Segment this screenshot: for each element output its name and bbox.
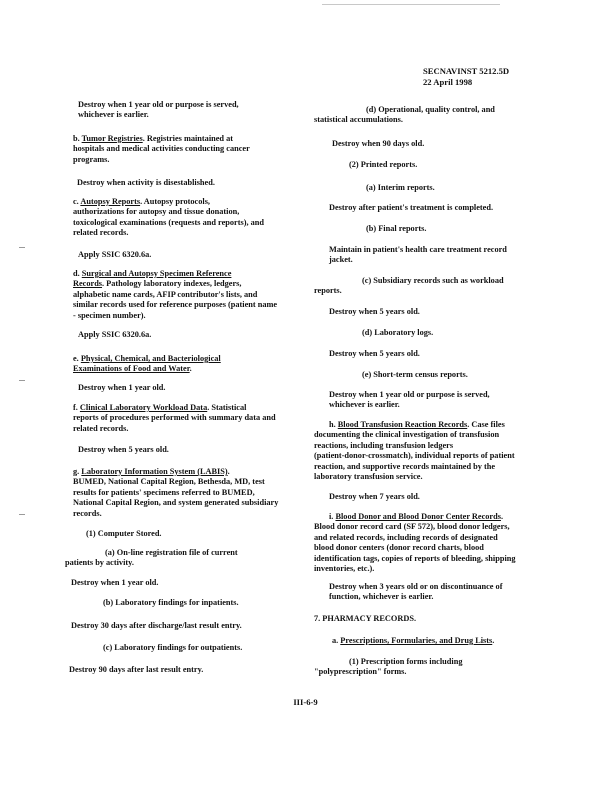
paragraph-l3: Destroy when activity is disestablished. xyxy=(77,178,215,187)
paragraph-r4: (a) Interim reports. xyxy=(366,183,435,192)
paragraph-r14: h. Blood Transfusion Reaction Records. Case files documenting the clinical investigation of transfusion reactions, including transfusion ledgers (patient-donor-crossmatch), individual reports of patient reaction, and supportive records maintained by the laboratory transfusion service. xyxy=(314,420,515,482)
paragraph-r1: (d) Operational, quality control, and statistical accumulations. xyxy=(314,105,495,125)
paragraph-r6: (b) Final reports. xyxy=(366,224,427,233)
paragraph-l2: b. Tumor Registries. Registries maintained at hospitals and medical activities conducting cancer programs. xyxy=(73,134,250,164)
paragraph-l9: Destroy when 1 year old. xyxy=(78,383,166,392)
paragraph-r16: i. Blood Donor and Blood Donor Center Records. Blood donor record card (SF 572), blood donor ledgers, and related records, including records of designated blood donor centers (donor record charts, blood identification tags, copies of reports of bleeding, shipping inventories, etc.). xyxy=(314,512,516,574)
instruction-number: SECNAVINST 5212.5D xyxy=(423,66,510,76)
paragraph-l4: c. Autopsy Reports. Autopsy protocols, authorizations for autopsy and tissue donation, toxicological examinations (requests and reports), and related records. xyxy=(73,197,264,238)
margin-mark xyxy=(19,514,25,515)
paragraph-r7: Maintain in patient's health care treatment record jacket. xyxy=(329,245,507,265)
section-title: Clinical Laboratory Workload Data xyxy=(79,403,208,412)
paragraph-r15: Destroy when 7 years old. xyxy=(329,492,420,501)
paragraph-r2: Destroy when 90 days old. xyxy=(332,139,425,148)
paragraph-r20: (1) Prescription forms including "polyprescription" forms. xyxy=(314,657,463,677)
paragraph-l19: Destroy 90 days after last result entry. xyxy=(69,665,204,674)
section-title: Blood Donor and Blood Donor Center Records xyxy=(335,512,501,521)
section-title: Prescriptions, Formularies, and Drug Lists xyxy=(340,636,493,645)
paragraph-r10: (d) Laboratory logs. xyxy=(362,328,434,337)
paragraph-r19: a. Prescriptions, Formularies, and Drug Lists. xyxy=(332,636,495,645)
document-header xyxy=(423,66,509,88)
paragraph-r12: (e) Short-term census reports. xyxy=(362,370,468,379)
issue-date: 22 April 1998 xyxy=(423,77,473,87)
margin-mark xyxy=(19,380,25,381)
paragraph-r13: Destroy when 1 year old or purpose is served, whichever is earlier. xyxy=(329,390,490,410)
page-number: III-6-9 xyxy=(293,697,318,707)
paragraph-l1: Destroy when 1 year old or purpose is served, whichever is earlier. xyxy=(78,100,239,120)
paragraph-l5: Apply SSIC 6320.6a. xyxy=(78,250,152,259)
paragraph-l8: e. Physical, Chemical, and Bacteriological Examinations of Food and Water. xyxy=(73,354,221,374)
paragraph-l16: (b) Laboratory findings for inpatients. xyxy=(103,598,239,607)
paragraph-l18: (c) Laboratory findings for outpatients. xyxy=(103,643,243,652)
paragraph-r18: 7. PHARMACY RECORDS. xyxy=(314,614,417,623)
paragraph-r3: (2) Printed reports. xyxy=(349,160,418,169)
section-title: Autopsy Reports xyxy=(80,197,141,206)
paragraph-l14: (a) On-line registration file of current patients by activity. xyxy=(65,548,238,568)
paragraph-r17: Destroy when 3 years old or on discontinuance of function, whichever is earlier. xyxy=(329,582,503,602)
paragraph-l10: f. Clinical Laboratory Workload Data. Statistical reports of procedures performed with summary data and related records. xyxy=(73,403,276,433)
paragraph-r5: Destroy after patient's treatment is completed. xyxy=(329,203,494,212)
section-title: Laboratory Information System (LABIS) xyxy=(81,467,228,476)
section-title: Surgical and Autopsy Specimen Reference Records xyxy=(73,269,232,289)
paragraph-l6: d. Surgical and Autopsy Specimen Reference Records. Pathology laboratory indexes, ledgers, alphabetic name cards, AFIP contributor's lists, and similar records used for reference purposes (patient name - specimen number). xyxy=(73,269,278,320)
paragraph-l17: Destroy 30 days after discharge/last result entry. xyxy=(71,621,242,630)
paragraph-l11: Destroy when 5 years old. xyxy=(78,445,169,454)
section-title: Tumor Registries xyxy=(81,134,143,143)
section-title: Blood Transfusion Reaction Records xyxy=(337,420,468,429)
section-title: Physical, Chemical, and Bacteriological Examinations of Food and Water xyxy=(73,354,221,374)
margin-mark xyxy=(19,247,25,248)
paragraph-r9: Destroy when 5 years old. xyxy=(329,307,420,316)
paragraph-r11: Destroy when 5 years old. xyxy=(329,349,420,358)
paragraph-r8: (c) Subsidiary records such as workload reports. xyxy=(314,276,504,296)
paragraph-l13: (1) Computer Stored. xyxy=(86,529,162,538)
paragraph-l7: Apply SSIC 6320.6a. xyxy=(78,330,152,339)
paragraph-l15: Destroy when 1 year old. xyxy=(71,578,159,587)
top-rule xyxy=(322,4,500,5)
paragraph-l12: g. Laboratory Information System (LABIS). BUMED, National Capital Region, Bethesda, MD, test results for patients' specimens referred to BUMED, National Capital Region, and system generated subsidiary records. xyxy=(73,467,279,518)
